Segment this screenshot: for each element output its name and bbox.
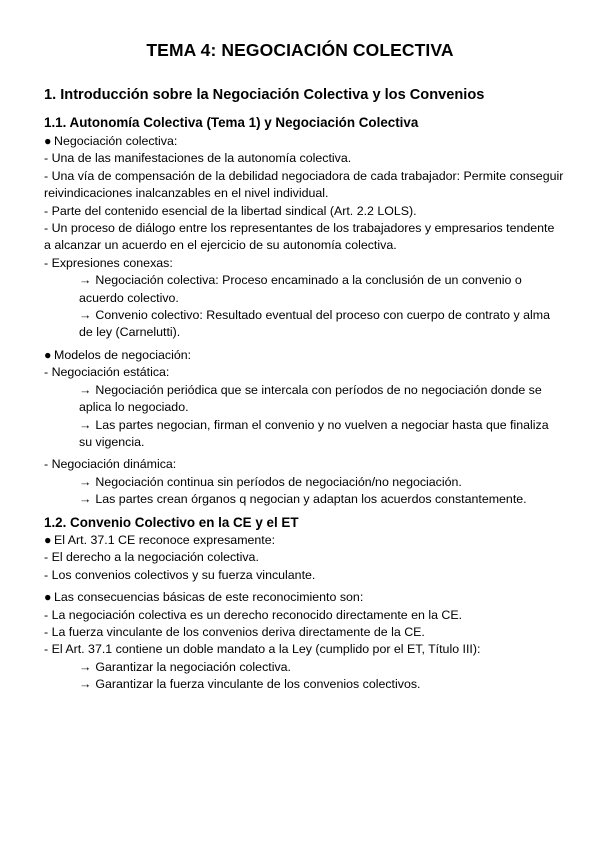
- arrow-icon: →: [79, 474, 92, 489]
- list-item: - Una vía de compensación de la debilidad negociadora de cada trabajador: Permite conseguir reivindicaciones inalcanzables en el nivel individual.: [44, 168, 564, 201]
- list-item: - La negociación colectiva es un derecho reconocido directamente en la CE.: [44, 607, 463, 622]
- bullet-icon: ●: [44, 347, 52, 362]
- list-item: - El derecho a la negociación colectiva.: [44, 550, 259, 565]
- arrow-item: → Las partes negocian, firman el convenio y no vuelven a negociar hasta que finaliza su vigencia.: [79, 417, 549, 449]
- arrow-item: → Negociación continua sin períodos de negociación/no negociación.: [44, 474, 564, 491]
- subsection-1-2-body: [44, 532, 564, 694]
- arrow-item: → Garantizar la fuerza vinculante de los convenios colectivos.: [44, 676, 564, 693]
- bullet-item: ● Modelos de negociación:: [44, 347, 564, 364]
- arrow-icon: →: [79, 677, 92, 692]
- list-item: - Un proceso de diálogo entre los representantes de los trabajadores y empresarios tendente a alcanzar un acuerdo en el ejercicio de su autonomía colectiva.: [44, 221, 555, 253]
- arrow-item: → Garantizar la negociación colectiva.: [44, 659, 564, 676]
- list-item: - Negociación dinámica:: [44, 457, 177, 472]
- bullet-icon: ●: [44, 590, 52, 605]
- section-heading-1: 1. Introducción sobre la Negociación Colectiva y los Convenios: [44, 87, 485, 103]
- arrow-icon: →: [79, 308, 92, 323]
- list-item: - Los convenios colectivos y su fuerza vinculante.: [44, 567, 316, 582]
- bullet-item: ● Las consecuencias básicas de este reconocimiento son:: [44, 589, 564, 606]
- bullet-icon: ●: [44, 533, 52, 547]
- arrow-icon: →: [79, 273, 92, 288]
- arrow-item: → Negociación periódica que se intercala con períodos de no negociación donde se aplica lo negociado.: [79, 382, 542, 415]
- arrow-item: → Negociación colectiva: Proceso encaminado a la conclusión de un convenio o acuerdo colectivo.: [79, 273, 522, 305]
- bullet-item: ● Negociación colectiva:: [44, 133, 564, 150]
- bullet-icon: ●: [44, 134, 52, 148]
- list-item: - El Art. 37.1 contiene un doble mandato a la Ley (cumplido por el ET, Título III):: [44, 642, 481, 657]
- subsection-1-1-body: [44, 133, 564, 509]
- arrow-item: → Las partes crean órganos q negocian y adaptan los acuerdos constantemente.: [44, 491, 564, 508]
- list-item: - Negociación estática:: [44, 365, 170, 380]
- list-item: - Parte del contenido esencial de la libertad sindical (Art. 2.2 LOLS).: [44, 203, 417, 218]
- document-title: TEMA 4: NEGOCIACIÓN COLECTIVA: [146, 40, 454, 60]
- subsection-heading-1-2: 1.2. Convenio Colectivo en la CE y el ET: [44, 515, 299, 530]
- list-item: - La fuerza vinculante de los convenios deriva directamente de la CE.: [44, 625, 425, 640]
- arrow-icon: →: [79, 492, 92, 507]
- arrow-item: → Convenio colectivo: Resultado eventual del proceso con cuerpo de contrato y alma de ley (Carnelutti).: [79, 308, 550, 340]
- list-item: - Expresiones conexas:: [44, 255, 173, 270]
- arrow-icon: →: [79, 417, 92, 432]
- list-item: - Una de las manifestaciones de la autonomía colectiva.: [44, 151, 352, 166]
- arrow-icon: →: [79, 382, 92, 397]
- bullet-item: ● El Art. 37.1 CE reconoce expresamente:: [44, 532, 564, 549]
- subsection-heading-1-1: 1.1. Autonomía Colectiva (Tema 1) y Negociación Colectiva: [44, 115, 419, 130]
- arrow-icon: →: [79, 659, 92, 674]
